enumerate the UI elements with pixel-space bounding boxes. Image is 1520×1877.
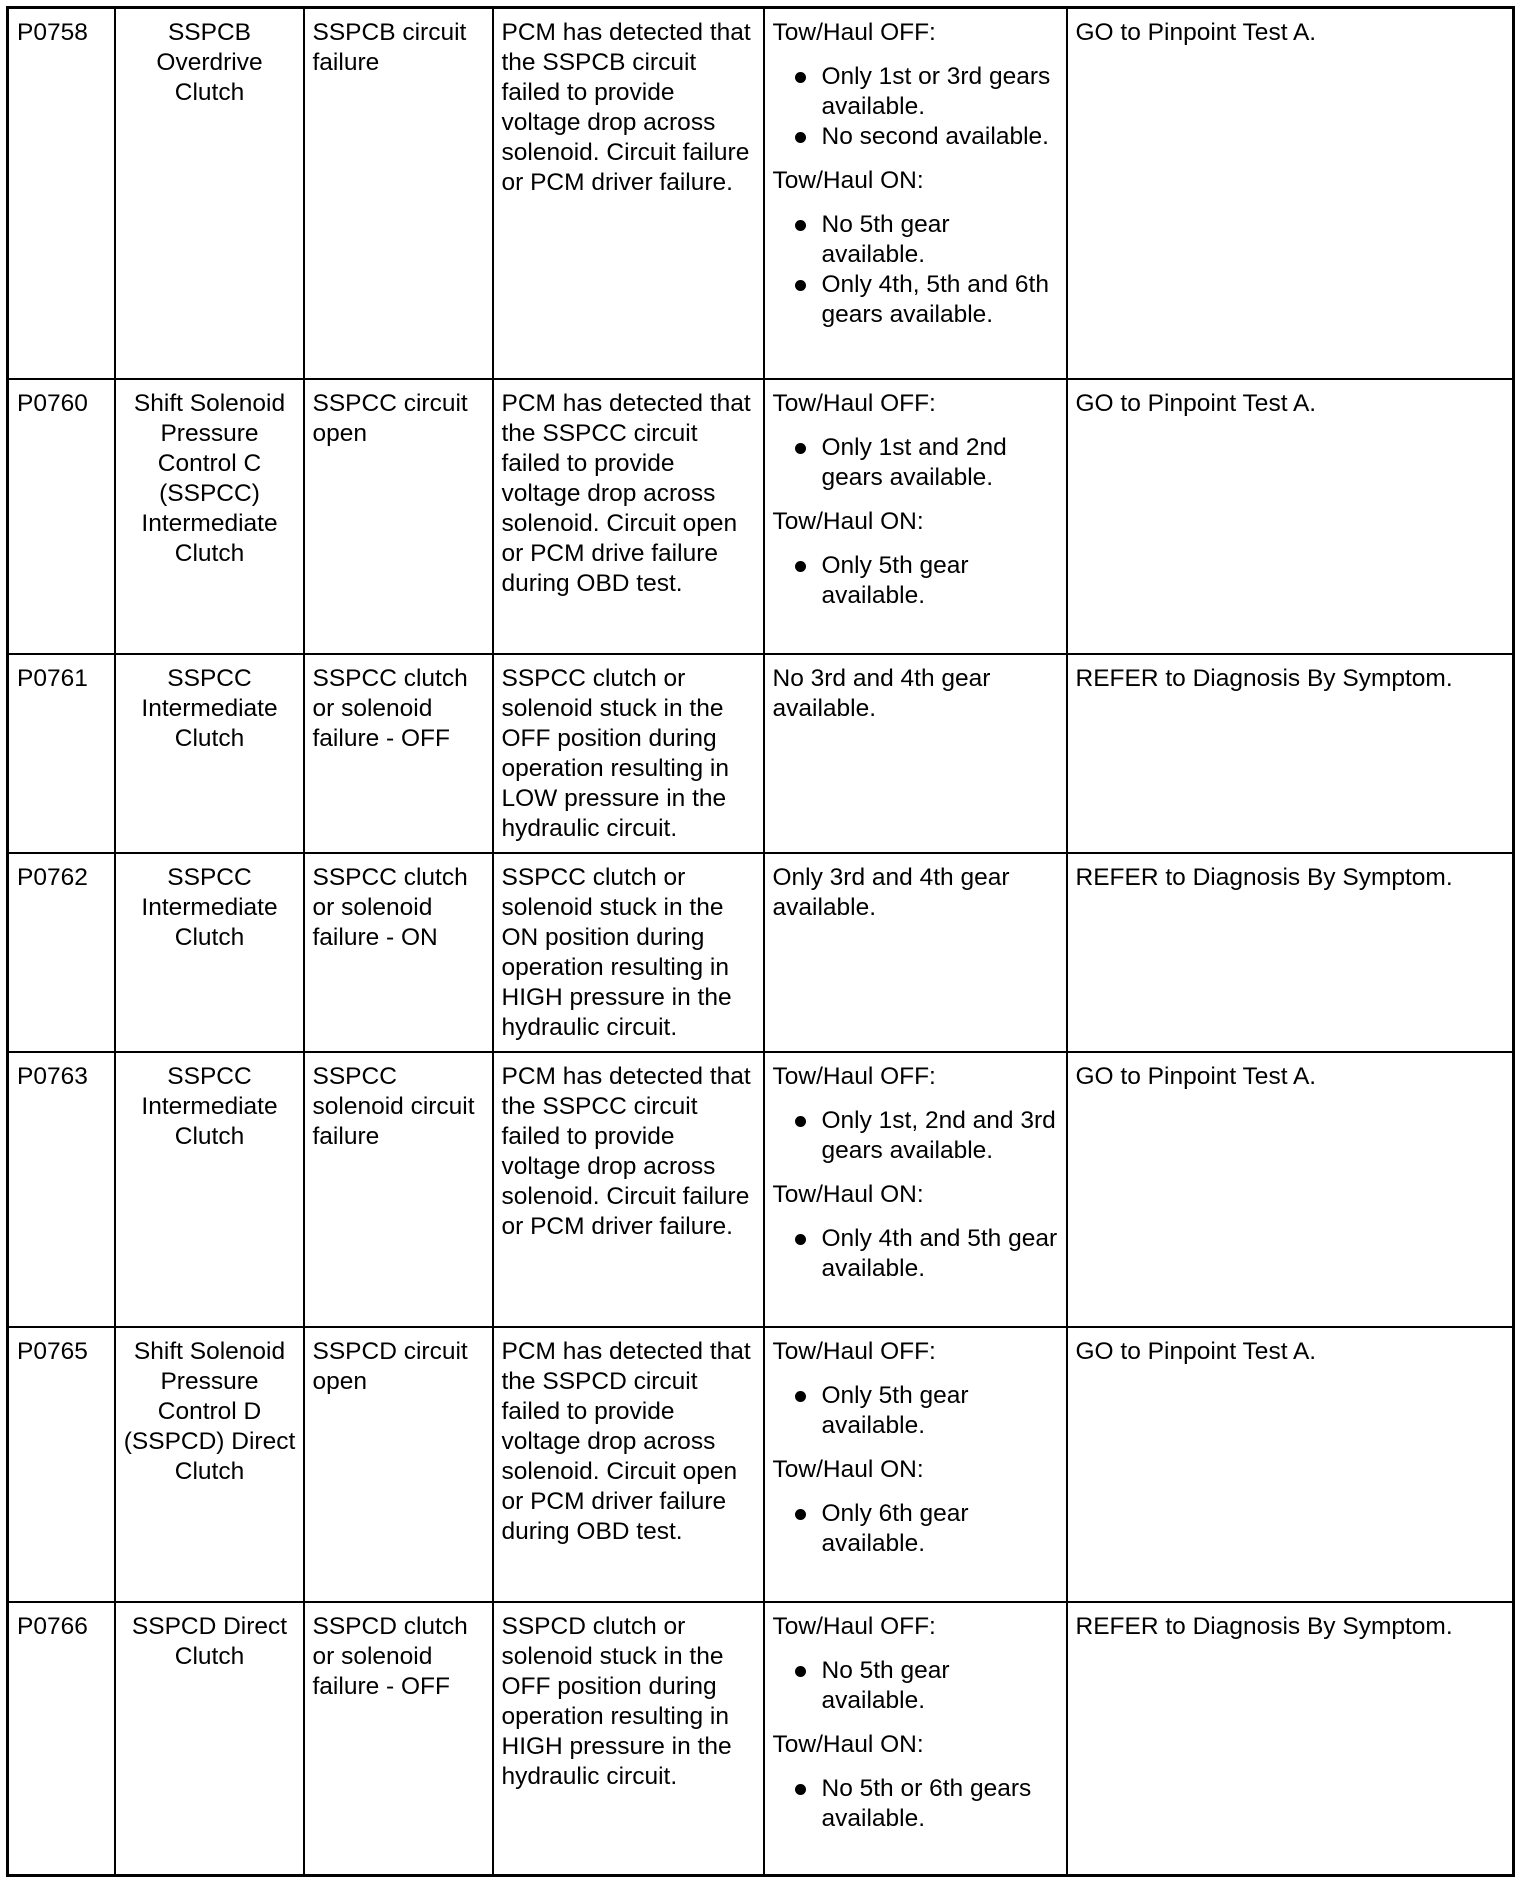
condition-text: PCM has detected that the SSPCD circuit failed to provide voltage drop across solenoid. Circuit open or PCM driver failure during OBD test. <box>493 1327 764 1602</box>
component-name: SSPCC Intermediate Clutch <box>115 853 304 1052</box>
tow-haul-label: Tow/Haul ON: <box>772 1180 924 1208</box>
gear-bullet-list <box>773 433 1059 493</box>
tow-haul-label: Tow/Haul OFF: <box>772 19 936 46</box>
gear-bullet-list <box>773 551 1059 611</box>
list-item: Only 1st and 2nd gears available. <box>773 433 1059 493</box>
dtc-description: SSPCC circuit open <box>304 379 493 654</box>
component-name: Shift Solenoid Pressure Control C (SSPCC) Intermediate Clutch <box>115 379 304 654</box>
dtc-code: P0765 <box>8 1327 115 1602</box>
dtc-description: SSPCC solenoid circuit failure <box>304 1052 493 1327</box>
symptom-text: No 3rd and 4th gear available. <box>772 664 991 722</box>
condition-text: SSPCC clutch or solenoid stuck in the ON position during operation resulting in HIGH pressure in the hydraulic circuit. <box>493 853 764 1052</box>
dtc-code: P0766 <box>8 1602 115 1876</box>
tow-haul-block <box>773 1730 1059 1834</box>
table-row <box>8 379 1514 654</box>
tow-haul-label: Tow/Haul ON: <box>772 1730 924 1758</box>
tow-haul-label: Tow/Haul OFF: <box>772 1062 936 1090</box>
dtc-code: P0762 <box>8 853 115 1052</box>
action-text: GO to Pinpoint Test A. <box>1067 379 1514 654</box>
tow-haul-block <box>773 1180 1059 1284</box>
gear-bullet-list <box>773 1656 1059 1716</box>
action-text: GO to Pinpoint Test A. <box>1067 1327 1514 1602</box>
action-text: REFER to Diagnosis By Symptom. <box>1067 853 1514 1052</box>
dtc-description: SSPCC clutch or solenoid failure - ON <box>304 853 493 1052</box>
component-name: SSPCC Intermediate Clutch <box>115 654 304 853</box>
condition-text: PCM has detected that the SSPCC circuit failed to provide voltage drop across solenoid. Circuit open or PCM drive failure during OBD test. <box>493 379 764 654</box>
tow-haul-block <box>773 1455 1059 1559</box>
list-item: Only 5th gear available. <box>773 1381 1059 1441</box>
symptom-cell <box>764 8 1067 379</box>
dtc-description: SSPCD clutch or solenoid failure - OFF <box>304 1602 493 1876</box>
gear-bullet-list <box>773 1774 1059 1834</box>
gear-bullet-list <box>773 1106 1059 1166</box>
list-item: No 5th gear available. <box>773 210 1059 270</box>
component-name: SSPCD Direct Clutch <box>115 1602 304 1876</box>
dtc-table-body <box>8 8 1514 1876</box>
dtc-table <box>6 6 1515 1877</box>
list-item: Only 6th gear available. <box>773 1499 1059 1559</box>
table-row <box>8 1327 1514 1602</box>
dtc-code: P0761 <box>8 654 115 853</box>
tow-haul-label: Tow/Haul ON: <box>772 167 924 194</box>
gear-bullet-list <box>773 1381 1059 1441</box>
gear-bullet-list <box>773 210 1059 330</box>
tow-haul-block <box>773 507 1059 611</box>
gear-bullet-list <box>773 1224 1059 1284</box>
tow-haul-block <box>773 1612 1059 1716</box>
gear-bullet-list <box>773 1499 1059 1559</box>
condition-text: SSPCD clutch or solenoid stuck in the OFF position during operation resulting in HIGH pressure in the hydraulic circuit. <box>493 1602 764 1876</box>
symptom-cell <box>764 853 1067 1052</box>
list-item: Only 1st, 2nd and 3rd gears available. <box>773 1106 1059 1166</box>
tow-haul-block <box>773 389 1059 493</box>
dtc-code: P0763 <box>8 1052 115 1327</box>
list-item: Only 4th, 5th and 6th gears available. <box>773 270 1059 330</box>
tow-haul-block <box>773 18 1059 152</box>
symptom-cell <box>764 379 1067 654</box>
list-item: Only 1st or 3rd gears available. <box>773 62 1059 122</box>
tow-haul-label: Tow/Haul OFF: <box>772 1612 936 1640</box>
action-text: GO to Pinpoint Test A. <box>1067 1052 1514 1327</box>
component-name: SSPCC Intermediate Clutch <box>115 1052 304 1327</box>
component-name: Shift Solenoid Pressure Control D (SSPCD) Direct Clutch <box>115 1327 304 1602</box>
symptom-cell <box>764 1327 1067 1602</box>
action-text: REFER to Diagnosis By Symptom. <box>1067 654 1514 853</box>
dtc-code: P0758 <box>8 8 115 379</box>
symptom-cell <box>764 1602 1067 1876</box>
tow-haul-label: Tow/Haul OFF: <box>772 389 936 417</box>
table-row <box>8 1052 1514 1327</box>
dtc-code: P0760 <box>8 379 115 654</box>
table-row <box>8 8 1514 379</box>
gear-bullet-list <box>773 62 1059 152</box>
condition-text: PCM has detected that the SSPCB circuit failed to provide voltage drop across solenoid. Circuit failure or PCM driver failure. <box>493 8 764 379</box>
tow-haul-label: Tow/Haul ON: <box>772 507 924 535</box>
tow-haul-block <box>773 166 1059 330</box>
symptom-cell <box>764 1052 1067 1327</box>
dtc-description: SSPCB circuit failure <box>304 8 493 379</box>
list-item: No second available. <box>773 122 1059 152</box>
tow-haul-label: Tow/Haul ON: <box>772 1455 924 1483</box>
condition-text: PCM has detected that the SSPCC circuit failed to provide voltage drop across solenoid. Circuit failure or PCM driver failure. <box>493 1052 764 1327</box>
component-name: SSPCB Overdrive Clutch <box>115 8 304 379</box>
condition-text: SSPCC clutch or solenoid stuck in the OFF position during operation resulting in LOW pressure in the hydraulic circuit. <box>493 654 764 853</box>
dtc-description: SSPCD circuit open <box>304 1327 493 1602</box>
tow-haul-block <box>773 1062 1059 1166</box>
action-text: GO to Pinpoint Test A. <box>1067 8 1514 379</box>
tow-haul-block <box>773 1337 1059 1441</box>
list-item: No 5th gear available. <box>773 1656 1059 1716</box>
list-item: Only 5th gear available. <box>773 551 1059 611</box>
table-row <box>8 853 1514 1052</box>
table-row <box>8 654 1514 853</box>
action-text: REFER to Diagnosis By Symptom. <box>1067 1602 1514 1876</box>
list-item: No 5th or 6th gears available. <box>773 1774 1059 1834</box>
tow-haul-label: Tow/Haul OFF: <box>772 1337 936 1365</box>
table-row <box>8 1602 1514 1876</box>
symptom-cell <box>764 654 1067 853</box>
dtc-description: SSPCC clutch or solenoid failure - OFF <box>304 654 493 853</box>
symptom-text: Only 3rd and 4th gear available. <box>772 863 1010 921</box>
list-item: Only 4th and 5th gear available. <box>773 1224 1059 1284</box>
